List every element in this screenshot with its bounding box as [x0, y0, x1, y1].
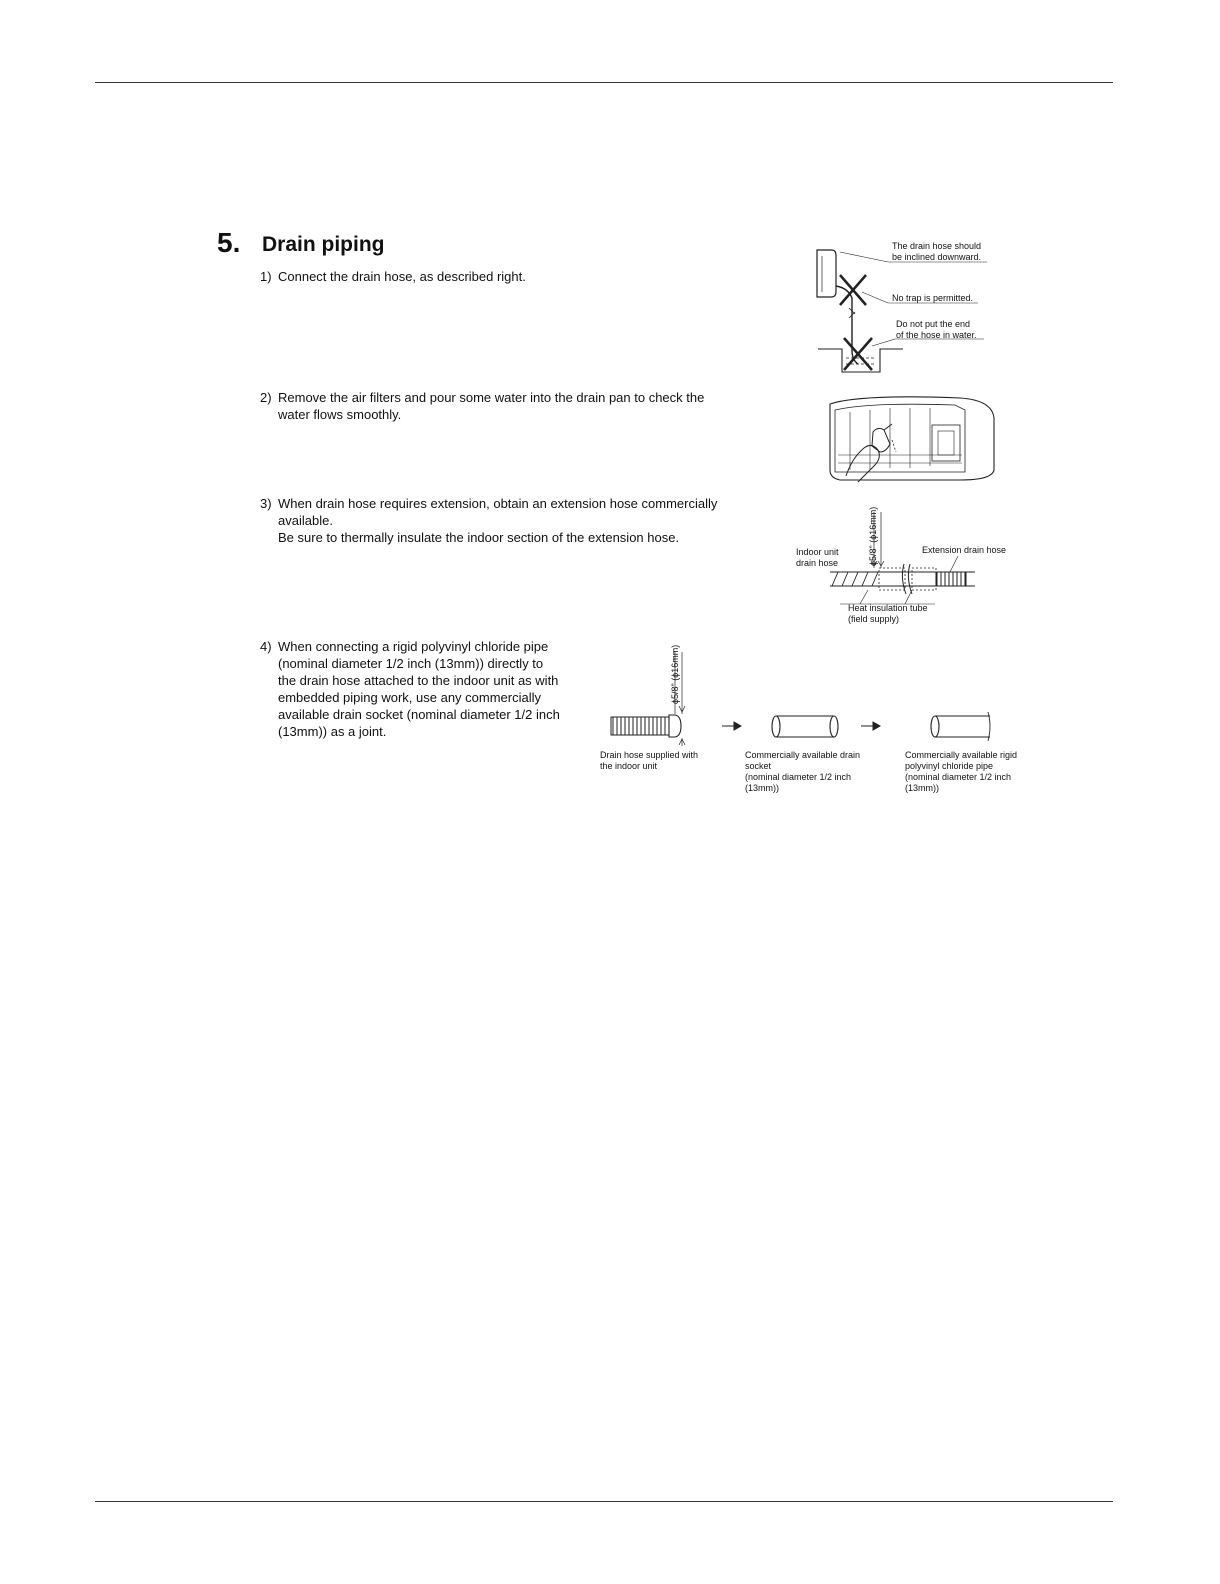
socket-caption-line: Commercially available drain: [745, 750, 861, 760]
pvc-pipe: [931, 712, 990, 741]
supplied-drain-hose: [611, 717, 669, 735]
step-number: 1): [260, 269, 272, 284]
pipe-caption-line: polyvinyl chloride pipe: [905, 761, 994, 771]
socket-caption-line: socket: [745, 761, 772, 771]
step-line: embedded piping work, use any commercially: [278, 690, 542, 705]
step-line: (nominal diameter 1/2 inch (13mm)) directly to: [278, 656, 544, 671]
hose-caption-line: Drain hose supplied with: [600, 750, 699, 760]
water-note-line: Do not put the end: [896, 319, 971, 329]
step-line: Be sure to thermally insulate the indoor section of the extension hose.: [278, 530, 680, 545]
indoor-hose-label-line: Indoor unit: [796, 547, 839, 557]
insulation-label-line: Heat insulation tube: [848, 603, 928, 613]
step-line: (13mm)) as a joint.: [278, 724, 387, 739]
pipe-caption-line: Commercially available rigid: [905, 750, 1018, 760]
prohibited-trap-cross-icon: [840, 275, 866, 305]
hand-icon: [846, 445, 879, 482]
fig4-diameter-label: ϕ5/8" (ϕ16mm): [670, 644, 680, 704]
indoor-unit-side-outline: [817, 250, 836, 297]
section-number: 5.: [217, 227, 241, 258]
incline-note-line: be inclined downward.: [892, 252, 982, 262]
socket-caption-line: (13mm)): [745, 783, 779, 793]
socket-caption-line: (nominal diameter 1/2 inch: [745, 772, 852, 782]
pipe-caption-line: (13mm)): [905, 783, 939, 793]
fig3-diameter-label: ϕ5/8" (ϕ16mm): [868, 506, 878, 566]
step-number: 3): [260, 496, 272, 511]
step-line: Remove the air filters and pour some water into the drain pan to check the: [278, 390, 705, 405]
step-line: When connecting a rigid polyvinyl chloride pipe: [278, 639, 549, 654]
step-line: Connect the drain hose, as described right.: [278, 269, 526, 284]
figure-pvc-connection: [611, 652, 990, 746]
arrow-right-icon: [861, 722, 880, 730]
step-number: 4): [260, 639, 272, 654]
water-note-line: of the hose in water.: [896, 330, 977, 340]
extension-hose-label: Extension drain hose: [922, 545, 1007, 555]
break-mark-icon: [902, 564, 912, 594]
arrow-right-icon: [722, 722, 741, 730]
pipe-caption-line: (nominal diameter 1/2 inch: [905, 772, 1012, 782]
figure-extension-hose: [830, 512, 975, 604]
step-line: When drain hose requires extension, obtain an extension hose commercially: [278, 496, 718, 511]
drain-socket: [772, 716, 838, 737]
indoor-hose-label-line: drain hose: [796, 558, 839, 568]
step-line: available drain socket (nominal diameter 1/2 inch: [278, 707, 560, 722]
step-line: water flows smoothly.: [278, 407, 402, 422]
figure-drain-pan-test: [830, 397, 994, 482]
figure-drain-inclination: [817, 250, 987, 372]
incline-note-line: The drain hose should: [892, 241, 982, 251]
section-title: Drain piping: [262, 233, 385, 256]
extension-hose-ribbed: [936, 572, 966, 586]
insulation-label-line: (field supply): [848, 614, 900, 624]
indoor-unit-body: [830, 397, 994, 480]
step-line: the drain hose attached to the indoor unit as with: [278, 673, 559, 688]
water-bottle-icon: [872, 428, 890, 452]
step-number: 2): [260, 390, 272, 405]
hose-caption-line: the indoor unit: [600, 761, 658, 771]
step-line: available.: [278, 513, 333, 528]
prohibited-submerge-cross-icon: [844, 338, 872, 370]
trap-note: No trap is permitted.: [892, 293, 974, 303]
